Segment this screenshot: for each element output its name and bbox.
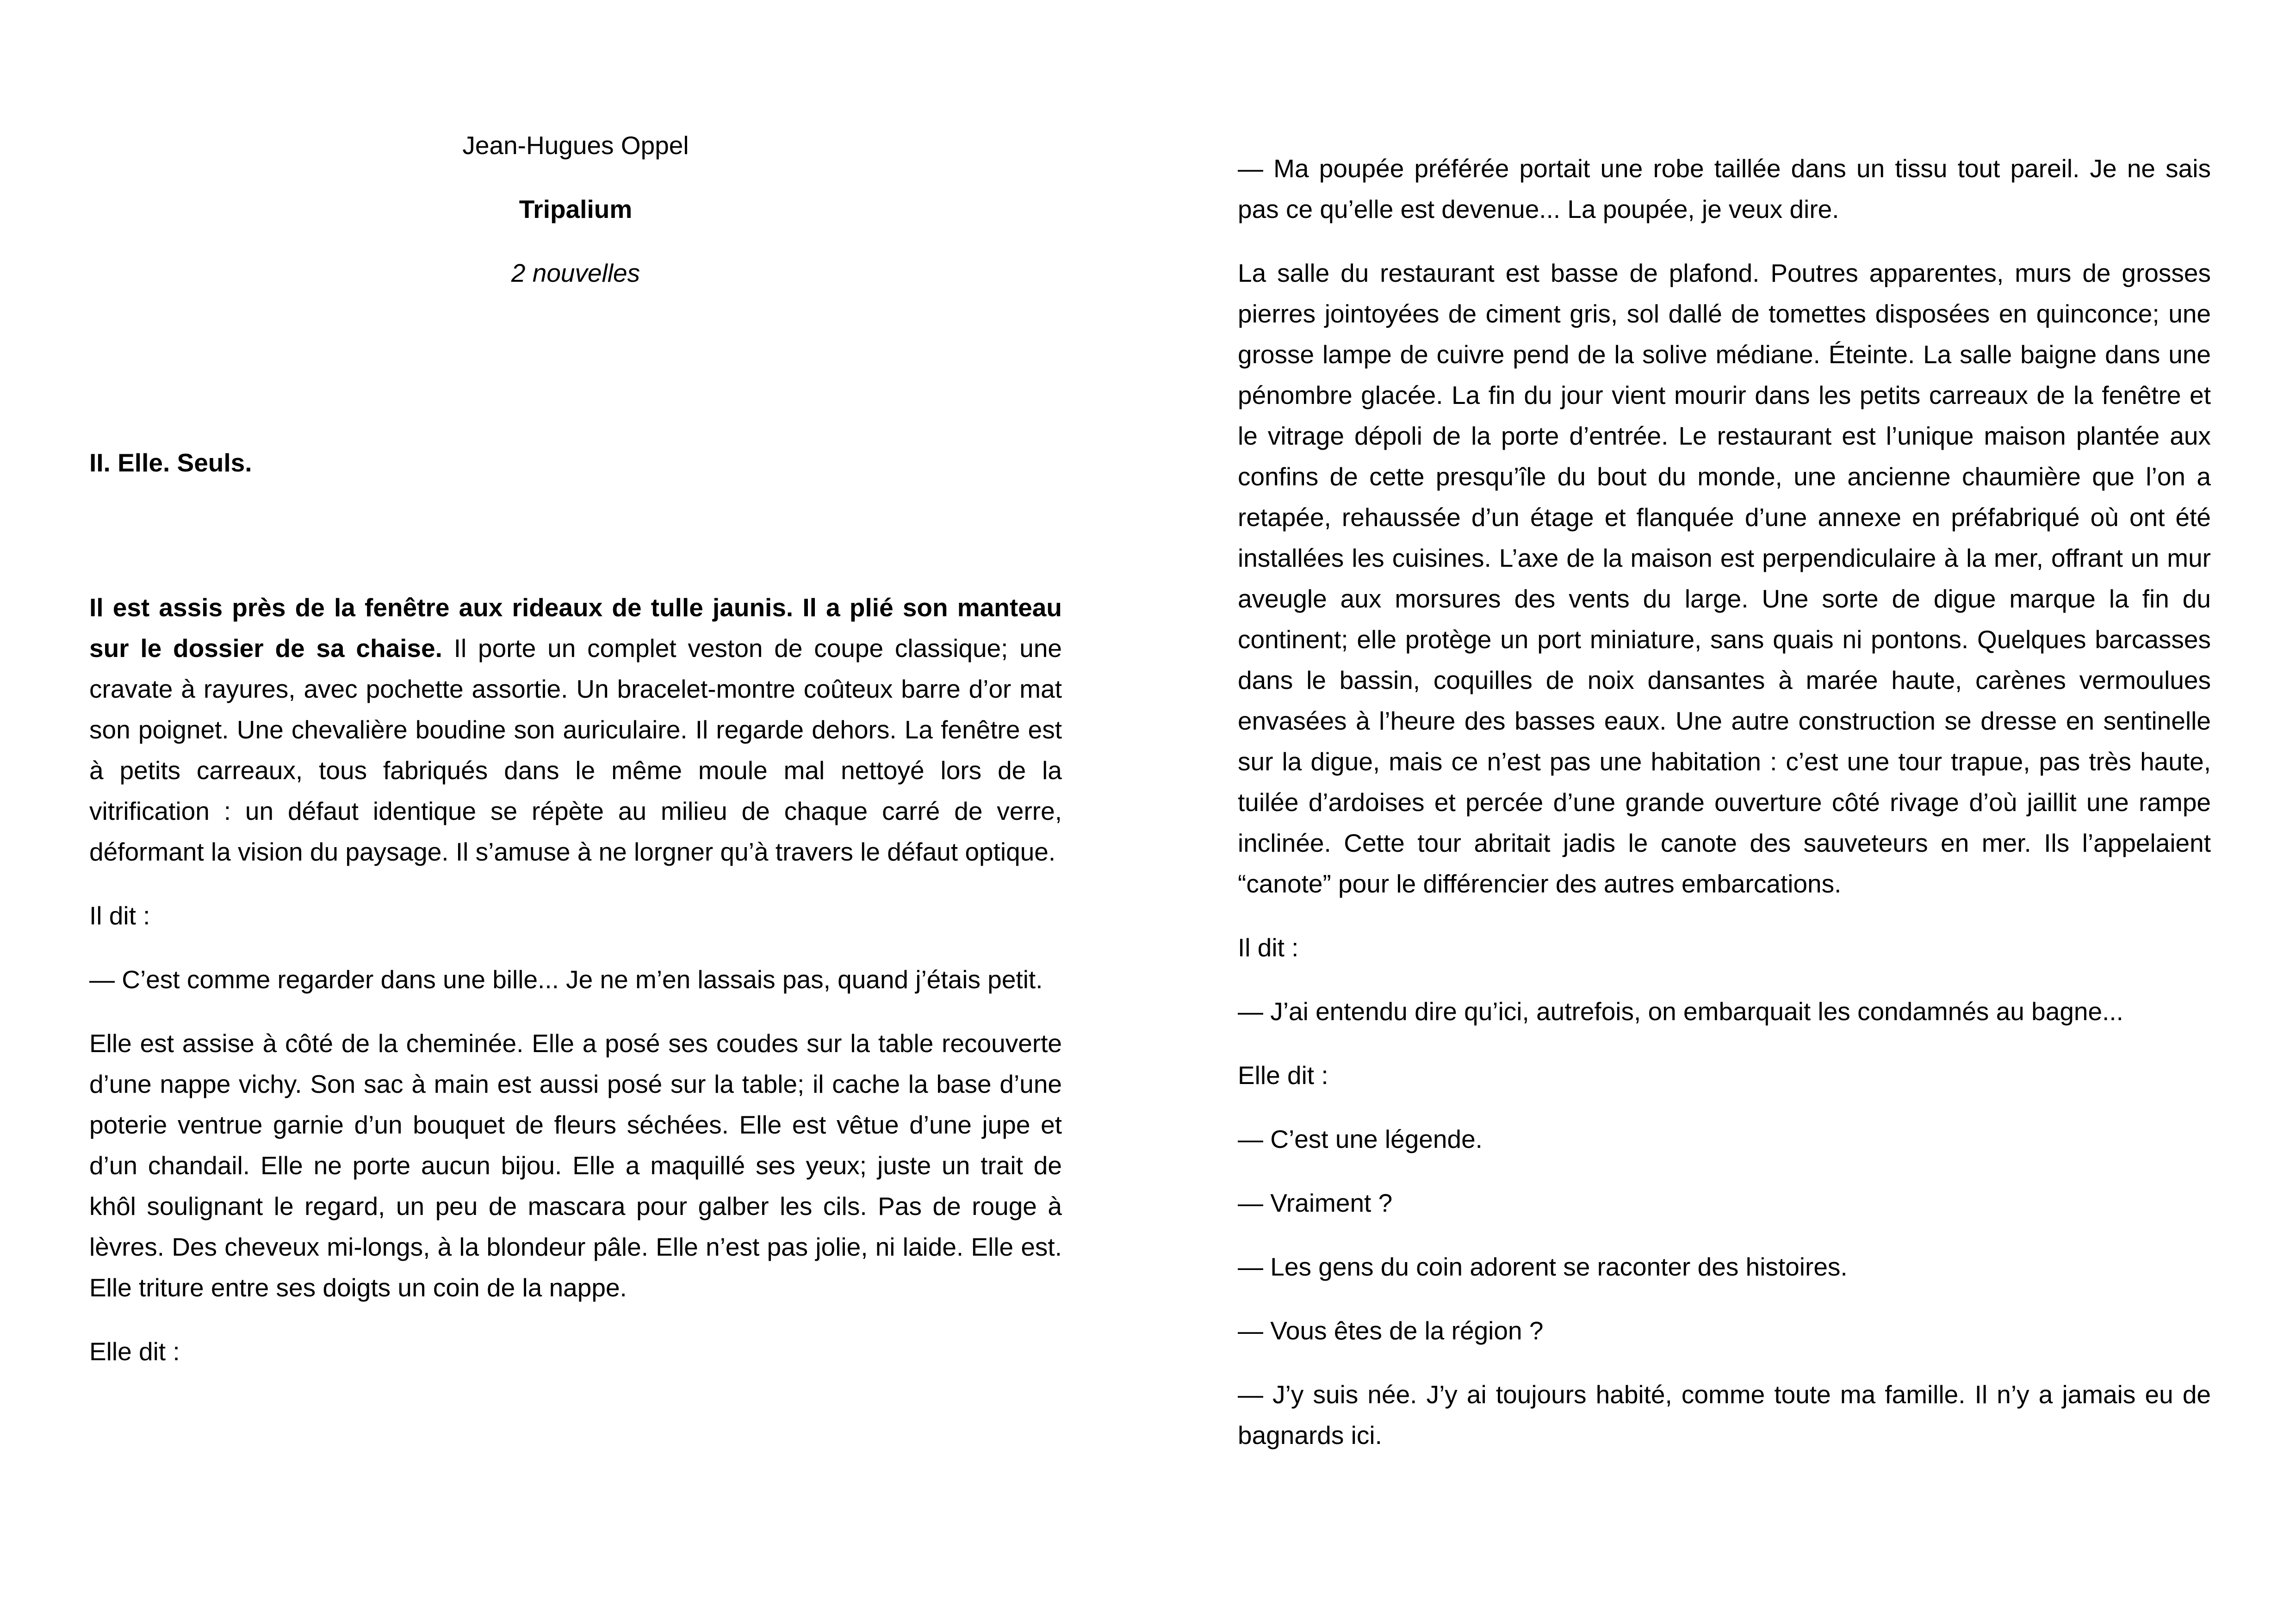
left-page bbox=[89, 0, 1062, 1372]
opening-bold-sentence: Il est assis près de la fenêtre aux rideaux de tulle jaunis. Il a plié son manteau sur le dossier de sa chaise. bbox=[89, 593, 1062, 663]
opening-paragraph-rest: Il porte un complet veston de coupe classique; une cravate à rayures, avec pochette assortie. Un bracelet-montre coûteux barre d’or mat son poignet. Une chevalière boudine son auriculaire. Il regarde dehors. La fenêtre est à petits carreaux, tous fabriqués dans le même moule mal nettoyé lors de la vitrification : un défaut identique se répète au milieu de chaque carré de verre, déformant la vision du paysage. Il s’amuse à ne lorgner qu’à travers le défaut optique. bbox=[89, 634, 1062, 866]
paragraph: Elle est assise à côté de la cheminée. Elle a posé ses coudes sur la table recouverte d’une nappe vichy. Son sac à main est aussi posé sur la table; il cache la base d’une poterie ventrue garnie d’un bouquet de fleurs séchées. Elle est vêtue d’une jupe et d’un chandail. Elle ne porte aucun bijou. Elle a maquillé ses yeux; juste un trait de khôl soulignant le regard, un peu de mascara pour galber les cils. Pas de rouge à lèvres. Des cheveux mi-longs, à la blondeur pâle. Elle n’est pas jolie, ni laide. Elle est. Elle triture entre ses doigts un coin de la nappe. bbox=[89, 1029, 1062, 1302]
paragraph: La salle du restaurant est basse de plafond. Poutres apparentes, murs de grosses pierres jointoyées de ciment gris, sol dallé de tomettes disposées en quinconce; une grosse lampe de cuivre pend de la solive médiane. Éteinte. La salle baigne dans une pénombre glacée. La fin du jour vient mourir dans les petits carreaux de la fenêtre et le vitrage dépoli de la porte d’entrée. Le restaurant est l’unique maison plantée aux confins de cette presqu’île du bout du monde, une ancienne chaumière que l’on a retapée, rehaussée d’un étage et flanquée d’une annexe en préfabriqué où ont été installées les cuisines. L’axe de la maison est perpendiculaire à la mer, offrant un mur aveugle aux morsures des vents du large. Une sorte de digue marque la fin du continent; elle protège un port miniature, sans quais ni pontons. Quelques barcasses dans le bassin, coquilles de noix dansantes à marée haute, carènes vermoulues envasées à l’heure des basses eaux. Une autre construction se dresse en sentinelle sur la digue, mais ce n’est pas une habitation : c’est une tour trapue, pas très haute, tuilée d’ardoises et percée d’une grande ouverture côté rivage d’où jaillit une rampe inclinée. Cette tour abritait jadis le canote des sauveteurs en mer. Ils l’appelaient “canote” pour le différencier des autres embarcations. bbox=[1238, 259, 2211, 898]
dialogue-line: — J’ai entendu dire qu’ici, autrefois, on embarquait les condamnés au bagne... bbox=[1238, 997, 2123, 1026]
right-page bbox=[1238, 0, 2211, 1456]
paragraph: Elle dit : bbox=[89, 1337, 180, 1366]
dialogue-line: — Les gens du coin adorent se raconter des histoires. bbox=[1238, 1252, 1848, 1281]
paragraph: Il dit : bbox=[1238, 933, 1299, 962]
dialogue-line: — Ma poupée préférée portait une robe taillée dans un tissu tout pareil. Je ne sais pas ce qu’elle est devenue... La poupée, je veux dire. bbox=[1238, 154, 2211, 223]
book-title: Tripalium bbox=[519, 195, 633, 223]
book-author: Jean-Hugues Oppel bbox=[462, 131, 689, 160]
book-subtitle: 2 nouvelles bbox=[511, 259, 640, 287]
paragraph: Elle dit : bbox=[1238, 1061, 1328, 1090]
paragraph: Il dit : bbox=[89, 901, 150, 930]
dialogue-line: — Vous êtes de la région ? bbox=[1238, 1316, 1544, 1345]
dialogue-line: — J’y suis née. J’y ai toujours habité, comme toute ma famille. Il n’y a jamais eu de bagnards ici. bbox=[1238, 1380, 2211, 1450]
dialogue-line: — C’est une légende. bbox=[1238, 1125, 1483, 1153]
dialogue-line: — C’est comme regarder dans une bille... Je ne m’en lassais pas, quand j’étais petit. bbox=[89, 965, 1043, 994]
chapter-heading: II. Elle. Seuls. bbox=[89, 448, 252, 477]
opening-paragraph bbox=[89, 587, 1062, 872]
dialogue-line: — Vraiment ? bbox=[1238, 1189, 1393, 1217]
